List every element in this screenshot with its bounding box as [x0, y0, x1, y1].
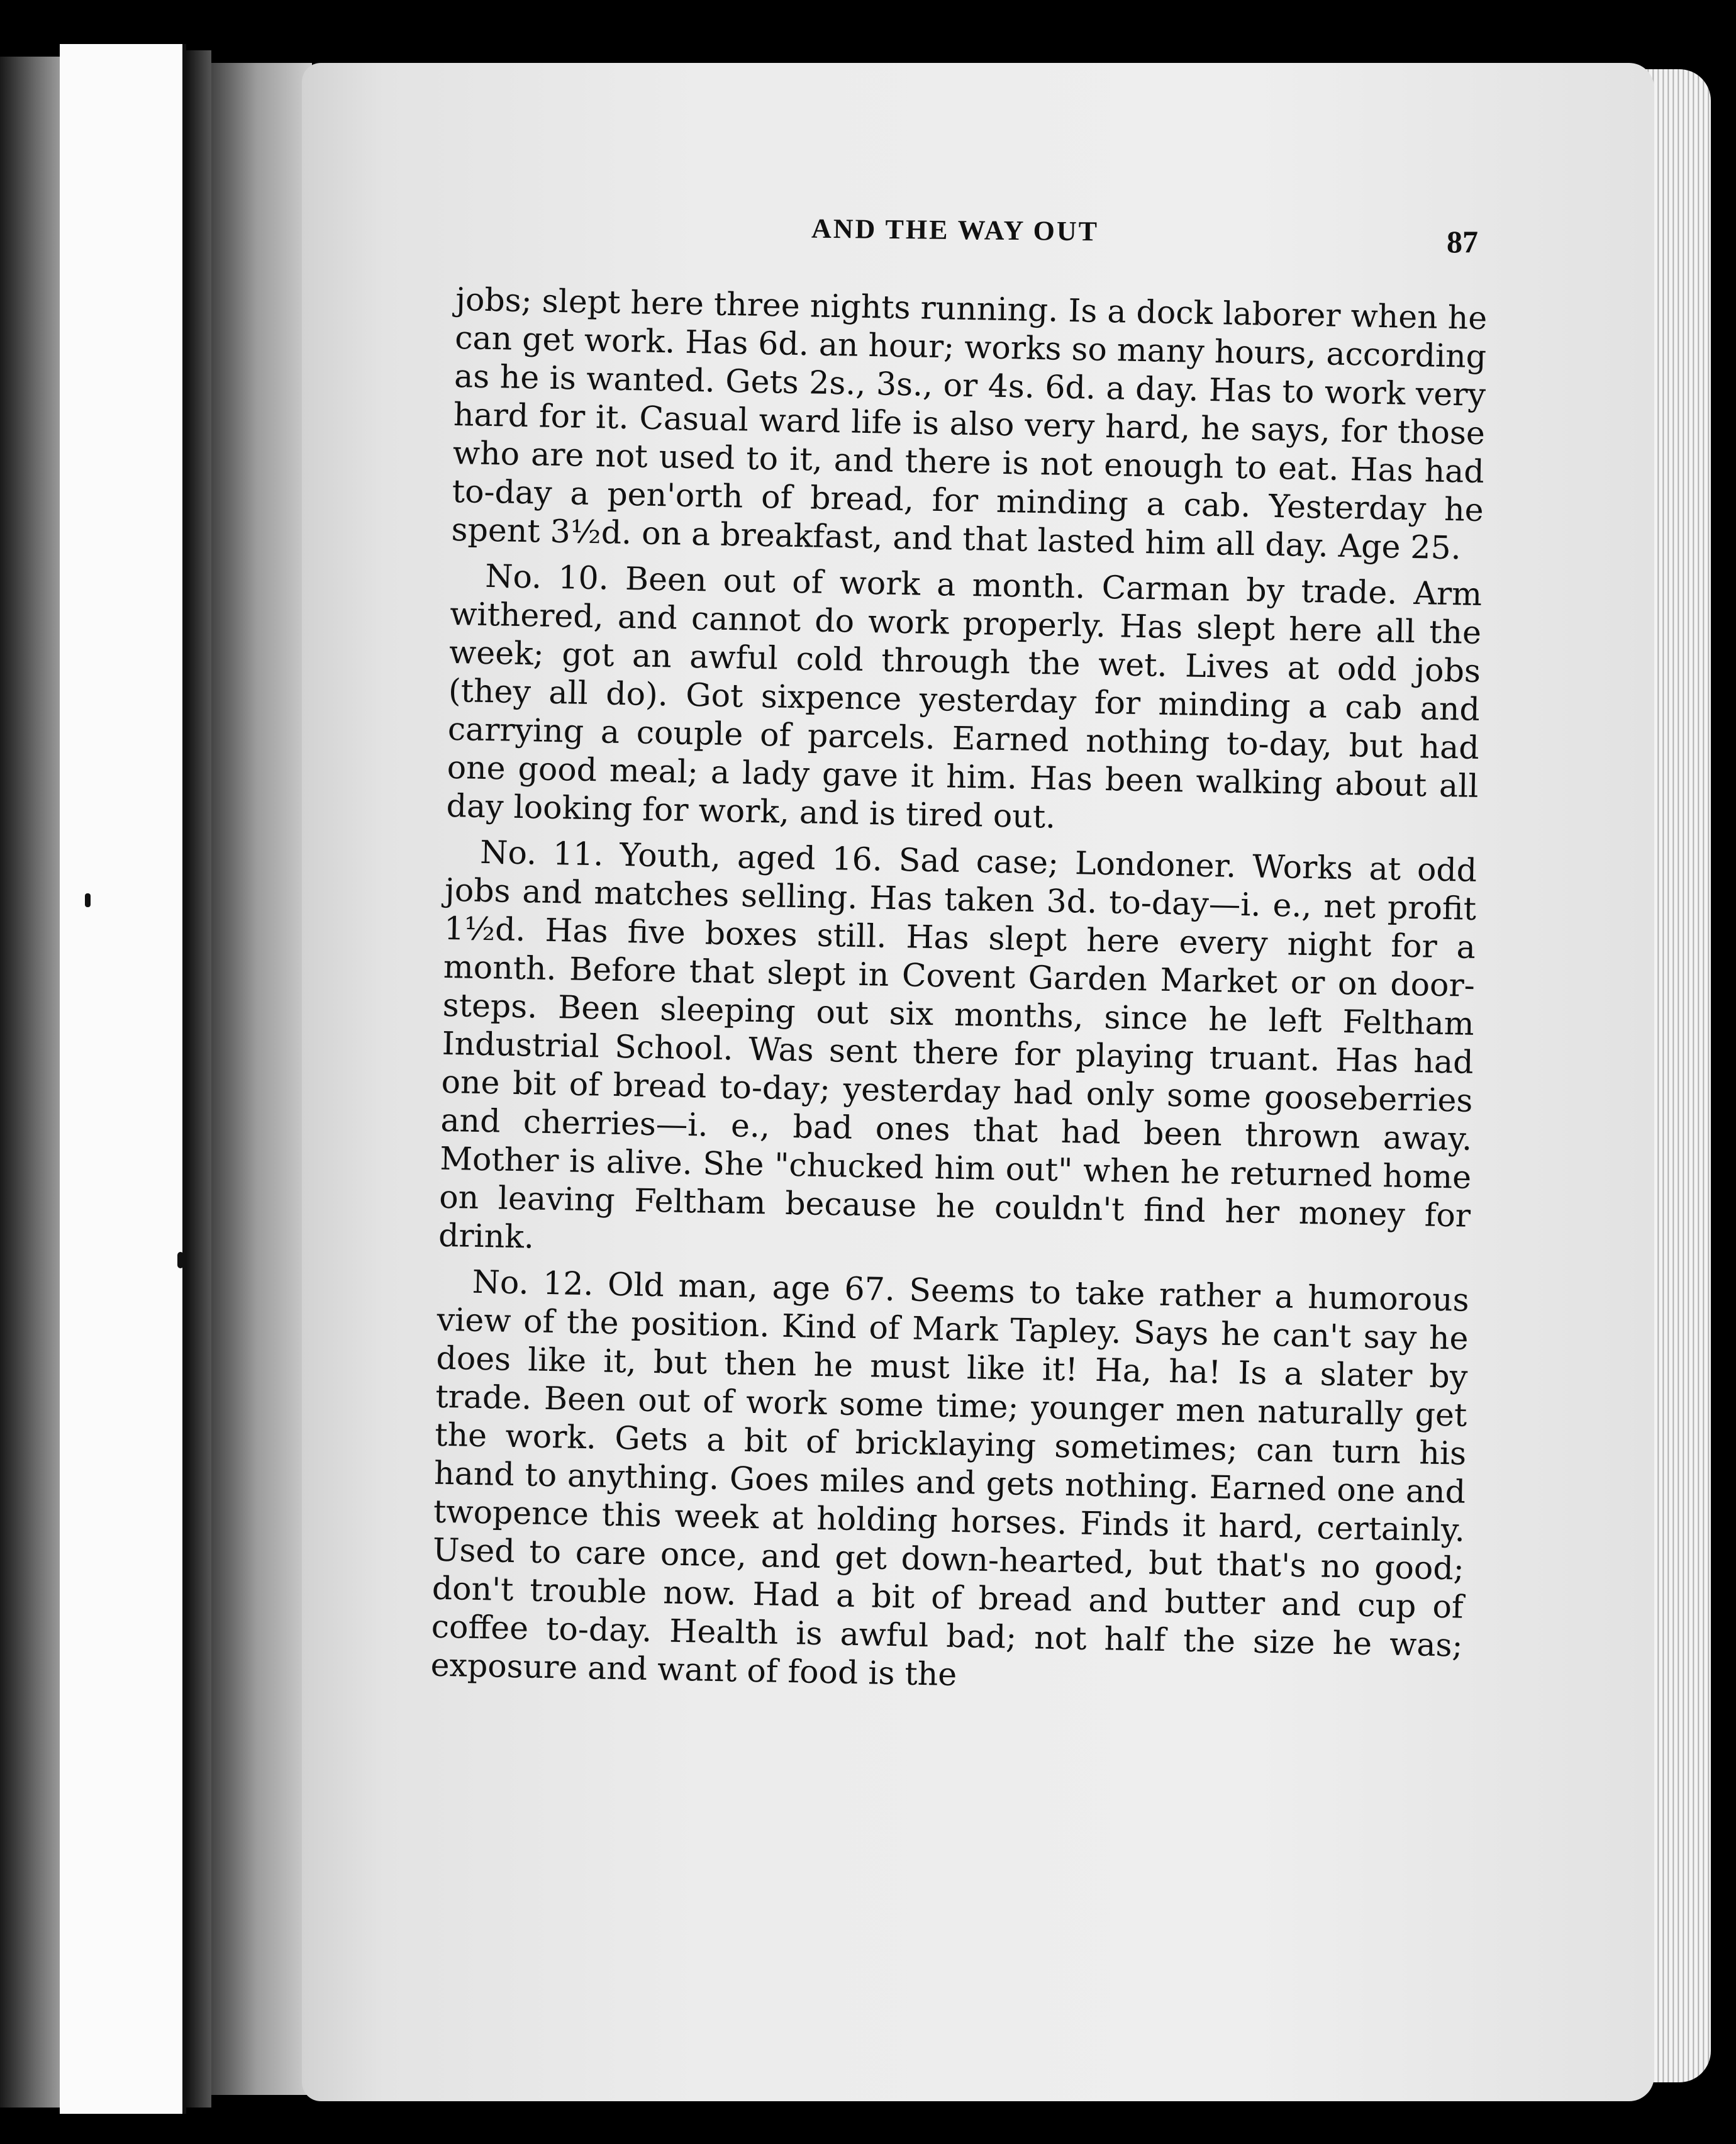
speck-mark	[85, 893, 91, 907]
previous-page-edge	[60, 44, 186, 2114]
gutter-shadow	[211, 63, 312, 2095]
previous-page-shadow	[0, 57, 60, 2108]
book-gutter	[186, 50, 211, 2108]
page-number: 87	[1447, 224, 1478, 259]
paragraph-no-10: No. 10. Been out of work a month. Carman by trade. Arm withered, and cannot do work properly. Has slept here all the week; got an awful cold through the wet. Lives at odd jobs (they all do). Got sixpence yesterday for minding a cab and carrying a couple of parcels. Earned nothing to-day, but had one good meal; a lady gave it him. Has been walking about all day looking for work, and is tired out.	[446, 557, 1483, 835]
paragraph-no-12: No. 12. Old man, age 67. Seems to take rather a humorous view of the position. Kind of Mark Tapley. Says he can't say he does like it, but then he must like it! Ha, ha! Is a slater by trade. Been out of work some time; younger men naturally get the work. Gets a bit of bricklaying sometimes; can turn his hand to anything. Goes miles and gets nothing. Earned one and twopence this week at holding horses. Finds it hard, certainly. Used to care once, and get down-hearted, but that's no good; don't trouble now. Had a bit of bread and butter and cup of coffee to-day. Health is awful bad; not half the size he was; exposure and want of food is the	[430, 1263, 1470, 1693]
body-text	[430, 280, 1488, 1711]
running-head: AND THE WAY OUT	[811, 213, 1099, 247]
paragraph-no-11: No. 11. Youth, aged 16. Sad case; Londoner. Works at odd jobs and matches selling. Has taken 3d. to-day—i. e., net profit 1½d. Has five boxes still. Has slept here every night for a month. Before that slept in Covent Garden Market or on door-steps. Been sleeping out six months, since he left Feltham Industrial School. Was sent there for playing truant. Has had one bit of bread to-day; yesterday had only some gooseberries and cherries—i. e., bad ones that had been thrown away. Mother is alive. She "chucked him out" when he returned home on leaving Feltham because he couldn't find her money for drink.	[438, 833, 1477, 1256]
speck-mark	[177, 1252, 184, 1268]
paragraph-continuation: jobs; slept here three nights running. Is a dock laborer when he can get work. Has 6d. an hour; works so many hours, according as he is wanted. Gets 2s., 3s., or 4s. 6d. a day. Has to work very hard for it. Casual ward life is also very hard, he says, for those who are not used to it, and there is not enough to eat. Has had to-day a pen'orth of bread, for minding a cab. Yesterday he spent 3½d. on a breakfast, and that lasted him all day. Age 25.	[451, 280, 1488, 567]
